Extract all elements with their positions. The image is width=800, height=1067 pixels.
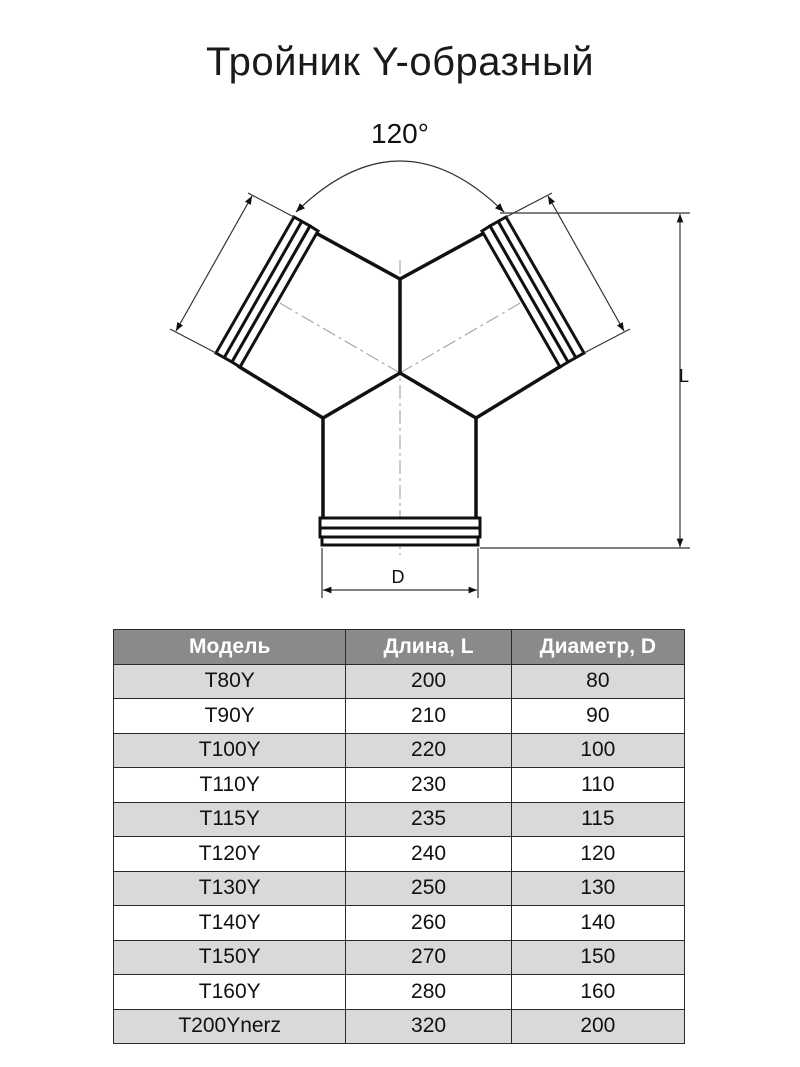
- cell-model: T80Y: [114, 664, 346, 699]
- cell-length: 260: [346, 906, 511, 941]
- spec-table: [113, 629, 685, 1044]
- cell-diameter: 140: [511, 906, 684, 941]
- cell-length: 280: [346, 975, 511, 1010]
- cell-length: 230: [346, 768, 511, 803]
- cell-length: 235: [346, 802, 511, 837]
- cell-length: 210: [346, 699, 511, 734]
- header-diameter: Диаметр, D: [511, 630, 684, 665]
- table-header-row: [114, 630, 685, 665]
- table-row: [114, 975, 685, 1010]
- cell-diameter: 100: [511, 733, 684, 768]
- cell-length: 320: [346, 1009, 511, 1044]
- cell-model: T130Y: [114, 871, 346, 906]
- cell-model: T115Y: [114, 802, 346, 837]
- table-row: [114, 837, 685, 872]
- cell-length: 240: [346, 837, 511, 872]
- table-row: [114, 940, 685, 975]
- header-length: Длина, L: [346, 630, 511, 665]
- diameter-label: D: [391, 567, 405, 587]
- cell-diameter: 115: [511, 802, 684, 837]
- table-row: [114, 768, 685, 803]
- table-row: [114, 871, 685, 906]
- length-label: L: [679, 366, 690, 386]
- table-row: [114, 733, 685, 768]
- cell-length: 200: [346, 664, 511, 699]
- cell-length: 250: [346, 871, 511, 906]
- table-row: [114, 1009, 685, 1044]
- cell-model: T160Y: [114, 975, 346, 1010]
- right-collar: [482, 217, 584, 367]
- cell-diameter: 90: [511, 699, 684, 734]
- cell-model: T120Y: [114, 837, 346, 872]
- cell-diameter: 150: [511, 940, 684, 975]
- cell-model: T140Y: [114, 906, 346, 941]
- cell-model: T100Y: [114, 733, 346, 768]
- cell-diameter: 200: [511, 1009, 684, 1044]
- cell-model: T150Y: [114, 940, 346, 975]
- cell-length: 220: [346, 733, 511, 768]
- cell-diameter: 120: [511, 837, 684, 872]
- cell-diameter: 80: [511, 664, 684, 699]
- cell-diameter: 110: [511, 768, 684, 803]
- left-collar: [216, 217, 318, 367]
- table-row: [114, 664, 685, 699]
- cell-model: T90Y: [114, 699, 346, 734]
- cell-model: T110Y: [114, 768, 346, 803]
- cell-diameter: 130: [511, 871, 684, 906]
- page-title: Тройник Y-образный: [205, 40, 595, 84]
- angle-dimension: [296, 161, 504, 212]
- bottom-collar: [320, 518, 480, 545]
- cell-model: T200Ynerz: [114, 1009, 346, 1044]
- header-model: Модель: [114, 630, 346, 665]
- table-row: [114, 802, 685, 837]
- table-row: [114, 906, 685, 941]
- cell-diameter: 160: [511, 975, 684, 1010]
- angle-label: 120°: [371, 118, 429, 149]
- cell-length: 270: [346, 940, 511, 975]
- table-row: [114, 699, 685, 734]
